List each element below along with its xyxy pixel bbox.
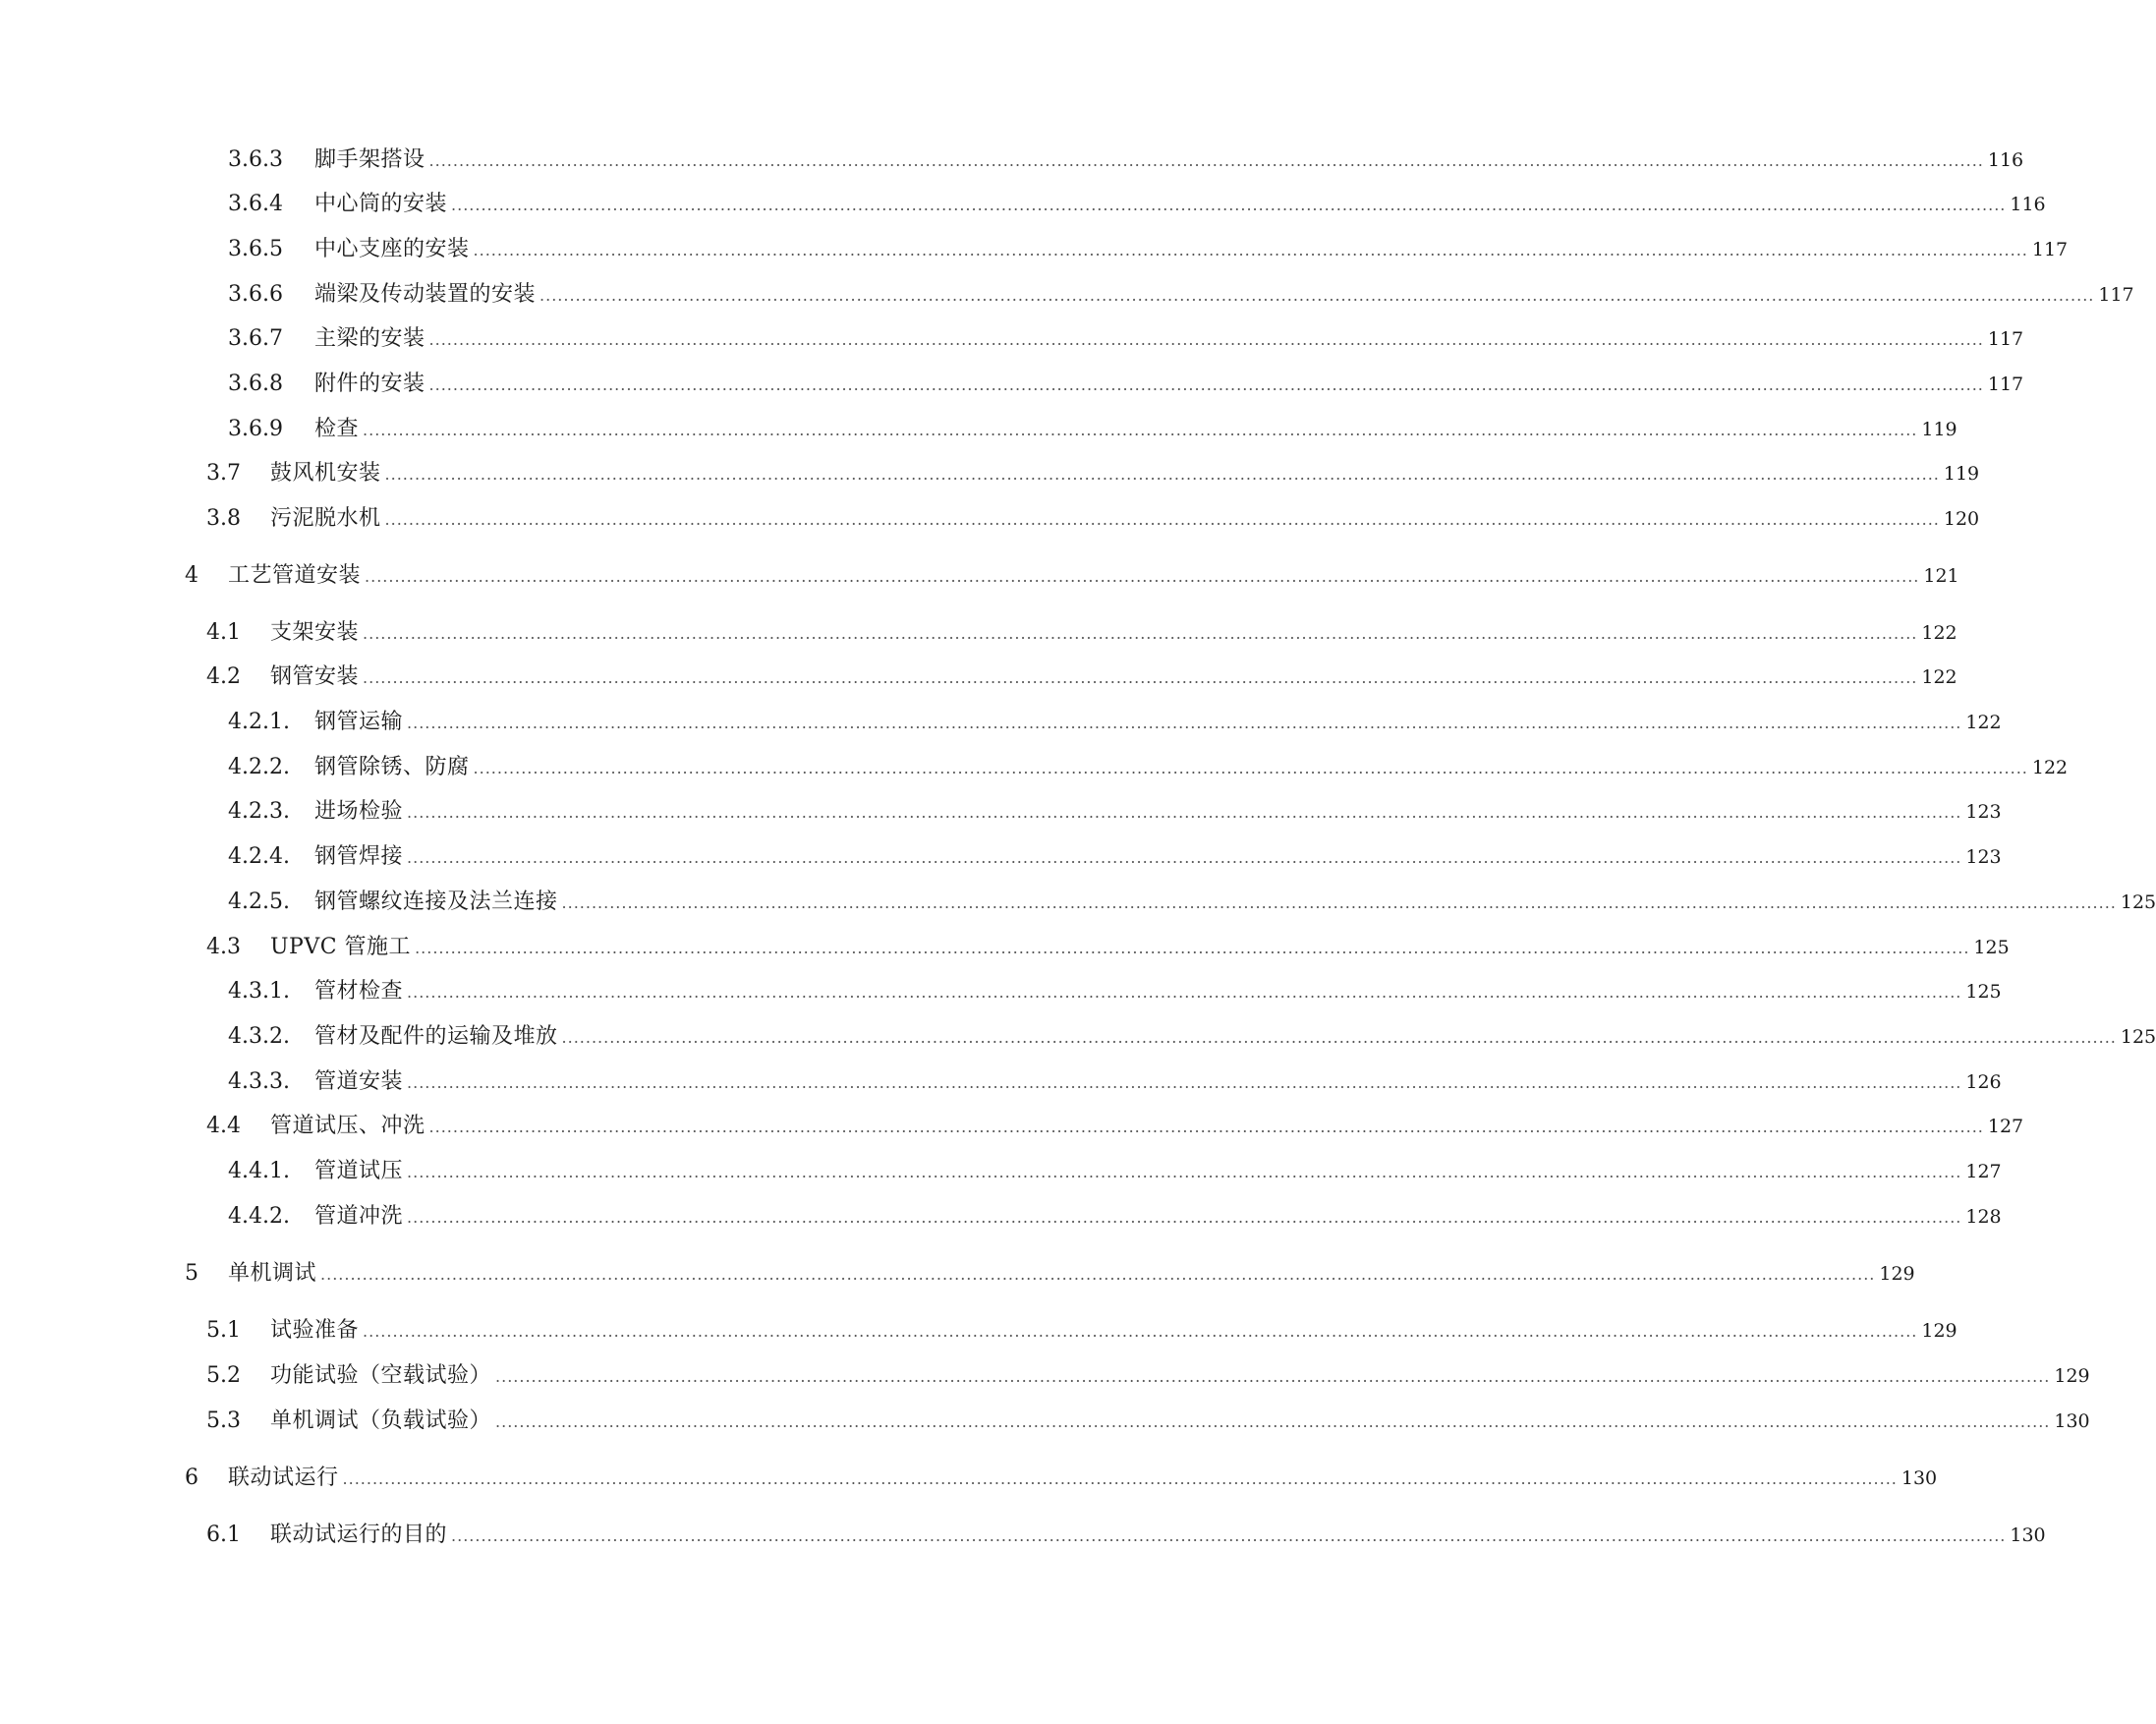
- toc-entry-title: 中心筒的安装: [314, 192, 448, 216]
- toc-entry-number: 5.3: [206, 1408, 241, 1433]
- toc-entry-number: 4.4.1.: [228, 1159, 290, 1183]
- toc-entry-page-number: 117: [2098, 284, 2134, 306]
- toc-entry-page-number: 129: [1879, 1263, 1915, 1285]
- toc-entry-title: 附件的安装: [314, 372, 426, 396]
- toc-entry-page-number: 130: [2010, 1524, 2046, 1546]
- dot-leader: ....................................................................................................................................................................................................................................................................: [495, 1367, 2051, 1386]
- dot-leader: ....................................................................................................................................................................................................................................................................: [415, 939, 1970, 957]
- toc-entry[interactable]: [206, 1316, 1957, 1346]
- toc-entry-page-number: 123: [1965, 846, 2002, 868]
- toc-entry[interactable]: [185, 1259, 1915, 1289]
- toc-entry-page-number: 125: [1965, 981, 2002, 1003]
- toc-entry-number: 6: [185, 1465, 199, 1490]
- dot-leader: ....................................................................................................................................................................................................................................................................: [407, 803, 1962, 822]
- toc-entry-page-number: 119: [1921, 419, 1957, 440]
- toc-entry-page-number: 125: [1973, 937, 2010, 958]
- toc-entry-title: 单机调试: [228, 1261, 317, 1286]
- toc-entry-number: 3.6.8: [228, 372, 283, 396]
- toc-entry-number: 4.1: [206, 620, 241, 645]
- toc-entry[interactable]: [228, 842, 2002, 872]
- toc-entry-number: 4.2.3.: [228, 799, 290, 824]
- dot-leader: ....................................................................................................................................................................................................................................................................: [363, 1322, 1918, 1341]
- toc-entry[interactable]: [228, 415, 1957, 444]
- dot-leader: ....................................................................................................................................................................................................................................................................: [561, 1028, 2117, 1047]
- dot-leader: ....................................................................................................................................................................................................................................................................: [384, 510, 1940, 529]
- toc-entry[interactable]: [228, 797, 2002, 827]
- toc-entry-title: 管道安装: [314, 1069, 404, 1094]
- toc-entry[interactable]: [206, 1407, 2090, 1436]
- toc-entry-number: 5: [185, 1261, 199, 1286]
- toc-entry-title: 管道试压: [314, 1159, 404, 1183]
- toc-entry-title: 管道试压、冲洗: [270, 1114, 426, 1138]
- dot-leader: ....................................................................................................................................................................................................................................................................: [407, 1208, 1962, 1227]
- toc-entry-page-number: 119: [1943, 463, 1980, 485]
- toc-entry-number: 3.6.5: [228, 237, 283, 261]
- toc-entry[interactable]: [228, 324, 2024, 354]
- toc-entry-page-number: 130: [1901, 1467, 1938, 1489]
- dot-leader: ....................................................................................................................................................................................................................................................................: [384, 465, 1940, 484]
- toc-entry-number: 3.6.3: [228, 147, 283, 172]
- toc-entry[interactable]: [228, 708, 2002, 737]
- toc-entry[interactable]: [185, 561, 1959, 591]
- toc-entry[interactable]: [206, 662, 1957, 692]
- dot-leader: ....................................................................................................................................................................................................................................................................: [342, 1469, 1898, 1488]
- toc-entry-title: 钢管除锈、防腐: [314, 755, 470, 779]
- toc-entry-number: 4.3: [206, 935, 241, 959]
- toc-entry-page-number: 122: [1921, 622, 1957, 644]
- toc-entry-number: 4.3.1.: [228, 979, 290, 1004]
- toc-entry-number: 4.3.3.: [228, 1069, 290, 1094]
- dot-leader: ....................................................................................................................................................................................................................................................................: [363, 624, 1918, 643]
- toc-entry-number: 4.2.2.: [228, 755, 290, 779]
- toc-entry[interactable]: [206, 933, 2010, 962]
- toc-entry-page-number: 121: [1923, 565, 1959, 587]
- toc-entry[interactable]: [228, 753, 2069, 782]
- toc-entry-page-number: 117: [1987, 328, 2024, 350]
- toc-entry-page-number: 116: [2010, 194, 2046, 215]
- dot-leader: ....................................................................................................................................................................................................................................................................: [407, 1073, 1962, 1092]
- toc-entry-number: 4.4: [206, 1114, 241, 1138]
- toc-entry-title: 工艺管道安装: [228, 563, 362, 588]
- toc-entry-title: UPVC 管施工: [270, 935, 412, 959]
- toc-entry[interactable]: [228, 145, 2024, 175]
- dot-leader: ....................................................................................................................................................................................................................................................................: [407, 714, 1962, 732]
- toc-entry-page-number: 117: [2031, 239, 2069, 260]
- toc-entry-title: 试验准备: [270, 1318, 360, 1343]
- toc-entry[interactable]: [228, 1202, 2002, 1232]
- toc-entry-title: 端梁及传动装置的安装: [314, 282, 537, 307]
- toc-entry-number: 4: [185, 563, 199, 588]
- toc-entry-title: 联动试运行的目的: [270, 1523, 448, 1547]
- toc-entry-page-number: 117: [1987, 374, 2024, 395]
- toc-entry[interactable]: [206, 1521, 2046, 1550]
- dot-leader: ....................................................................................................................................................................................................................................................................: [407, 1163, 1962, 1181]
- toc-entry-title: 联动试运行: [228, 1465, 339, 1490]
- toc-entry-page-number: 122: [1921, 666, 1957, 688]
- dot-leader: ....................................................................................................................................................................................................................................................................: [407, 983, 1962, 1002]
- dot-leader: ....................................................................................................................................................................................................................................................................: [428, 1118, 1984, 1136]
- toc-entry-page-number: 123: [1965, 801, 2002, 823]
- toc-entry-title: 主梁的安装: [314, 326, 426, 351]
- toc-entry-page-number: 129: [1921, 1320, 1957, 1342]
- toc-entry-number: 4.4.2.: [228, 1204, 290, 1229]
- dot-leader: ....................................................................................................................................................................................................................................................................: [363, 421, 1918, 439]
- toc-entry-page-number: 127: [1987, 1116, 2024, 1137]
- toc-entry-title: 进场检验: [314, 799, 404, 824]
- dot-leader: ....................................................................................................................................................................................................................................................................: [451, 196, 2007, 214]
- toc-entry-title: 支架安装: [270, 620, 360, 645]
- toc-entry-title: 污泥脱水机: [270, 506, 381, 531]
- toc-entry-number: 5.1: [206, 1318, 241, 1343]
- dot-leader: ....................................................................................................................................................................................................................................................................: [365, 567, 1920, 586]
- toc-entry-page-number: 120: [1943, 508, 1980, 530]
- toc-entry-title: 检查: [314, 417, 360, 441]
- dot-leader: ....................................................................................................................................................................................................................................................................: [473, 241, 2028, 259]
- toc-entry-title: 钢管运输: [314, 710, 404, 734]
- dot-leader: ....................................................................................................................................................................................................................................................................: [407, 848, 1962, 867]
- toc-entry-title: 中心支座的安装: [314, 237, 470, 261]
- toc-entry-number: 4.3.2.: [228, 1024, 290, 1049]
- toc-entry-title: 脚手架搭设: [314, 147, 426, 172]
- toc-entry-number: 3.6.6: [228, 282, 283, 307]
- toc-entry-title: 管材及配件的运输及堆放: [314, 1024, 558, 1049]
- toc-entry-title: 管材检查: [314, 979, 404, 1004]
- dot-leader: ....................................................................................................................................................................................................................................................................: [363, 668, 1918, 687]
- toc-entry-page-number: 126: [1965, 1071, 2002, 1093]
- toc-entry-page-number: 128: [1965, 1206, 2002, 1228]
- toc-entry-number: 3.7: [206, 461, 241, 486]
- toc-entry[interactable]: [206, 459, 1980, 488]
- toc-entry-page-number: 122: [2031, 757, 2069, 778]
- toc-entry-page-number: 127: [1965, 1161, 2002, 1182]
- toc-entry[interactable]: [228, 977, 2002, 1006]
- dot-leader: ....................................................................................................................................................................................................................................................................: [428, 151, 1984, 170]
- toc-entry-title: 管道冲洗: [314, 1204, 404, 1229]
- toc-entry-page-number: 122: [1965, 712, 2002, 733]
- toc-entry[interactable]: [206, 618, 1957, 648]
- toc-entry-number: 3.6.4: [228, 192, 283, 216]
- toc-entry-number: 3.8: [206, 506, 241, 531]
- toc-entry[interactable]: [185, 1464, 1938, 1493]
- toc-entry[interactable]: [228, 235, 2069, 264]
- dot-leader: ....................................................................................................................................................................................................................................................................: [561, 893, 2117, 912]
- toc-entry-page-number: 130: [2054, 1410, 2090, 1432]
- toc-entry[interactable]: [228, 1067, 2002, 1097]
- toc-entry[interactable]: [228, 1157, 2002, 1186]
- dot-leader: ....................................................................................................................................................................................................................................................................: [428, 375, 1984, 394]
- toc-entry-number: 3.6.7: [228, 326, 283, 351]
- toc-entry-number: 4.2.1.: [228, 710, 290, 734]
- dot-leader: ....................................................................................................................................................................................................................................................................: [495, 1412, 2051, 1431]
- toc-entry[interactable]: [228, 190, 2046, 219]
- dot-leader: ....................................................................................................................................................................................................................................................................: [473, 759, 2028, 777]
- toc-entry-number: 3.6.9: [228, 417, 283, 441]
- toc-entry[interactable]: [228, 280, 2134, 310]
- toc-entry-title: 钢管螺纹连接及法兰连接: [314, 890, 558, 914]
- toc-entry[interactable]: [228, 1022, 2156, 1052]
- toc-entry-page-number: 129: [2054, 1365, 2090, 1387]
- toc-entry-number: 6.1: [206, 1523, 241, 1547]
- toc-entry-title: 鼓风机安装: [270, 461, 381, 486]
- toc-entry[interactable]: [206, 1112, 2024, 1141]
- dot-leader: ....................................................................................................................................................................................................................................................................: [539, 286, 2095, 305]
- dot-leader: ....................................................................................................................................................................................................................................................................: [451, 1526, 2007, 1545]
- toc-entry-number: 4.2: [206, 664, 241, 689]
- dot-leader: ....................................................................................................................................................................................................................................................................: [428, 330, 1984, 349]
- toc-entry-title: 钢管安装: [270, 664, 360, 689]
- toc-entry-page-number: 125: [2120, 891, 2156, 913]
- toc-entry-title: 功能试验（空载试验）: [270, 1363, 492, 1388]
- toc-entry-page-number: 116: [1987, 149, 2024, 171]
- toc-entry[interactable]: [228, 370, 2024, 399]
- toc-entry[interactable]: [206, 504, 1980, 534]
- toc-entry-number: 5.2: [206, 1363, 241, 1388]
- toc-entry-title: 钢管焊接: [314, 844, 404, 869]
- toc-entry[interactable]: [228, 888, 2156, 917]
- toc-entry-number: 4.2.4.: [228, 844, 290, 869]
- toc-entry[interactable]: [206, 1361, 2090, 1391]
- toc-entry-page-number: 125: [2120, 1026, 2156, 1048]
- toc-entry-title: 单机调试（负载试验）: [270, 1408, 492, 1433]
- dot-leader: ....................................................................................................................................................................................................................................................................: [320, 1265, 1876, 1284]
- toc-entry-number: 4.2.5.: [228, 890, 290, 914]
